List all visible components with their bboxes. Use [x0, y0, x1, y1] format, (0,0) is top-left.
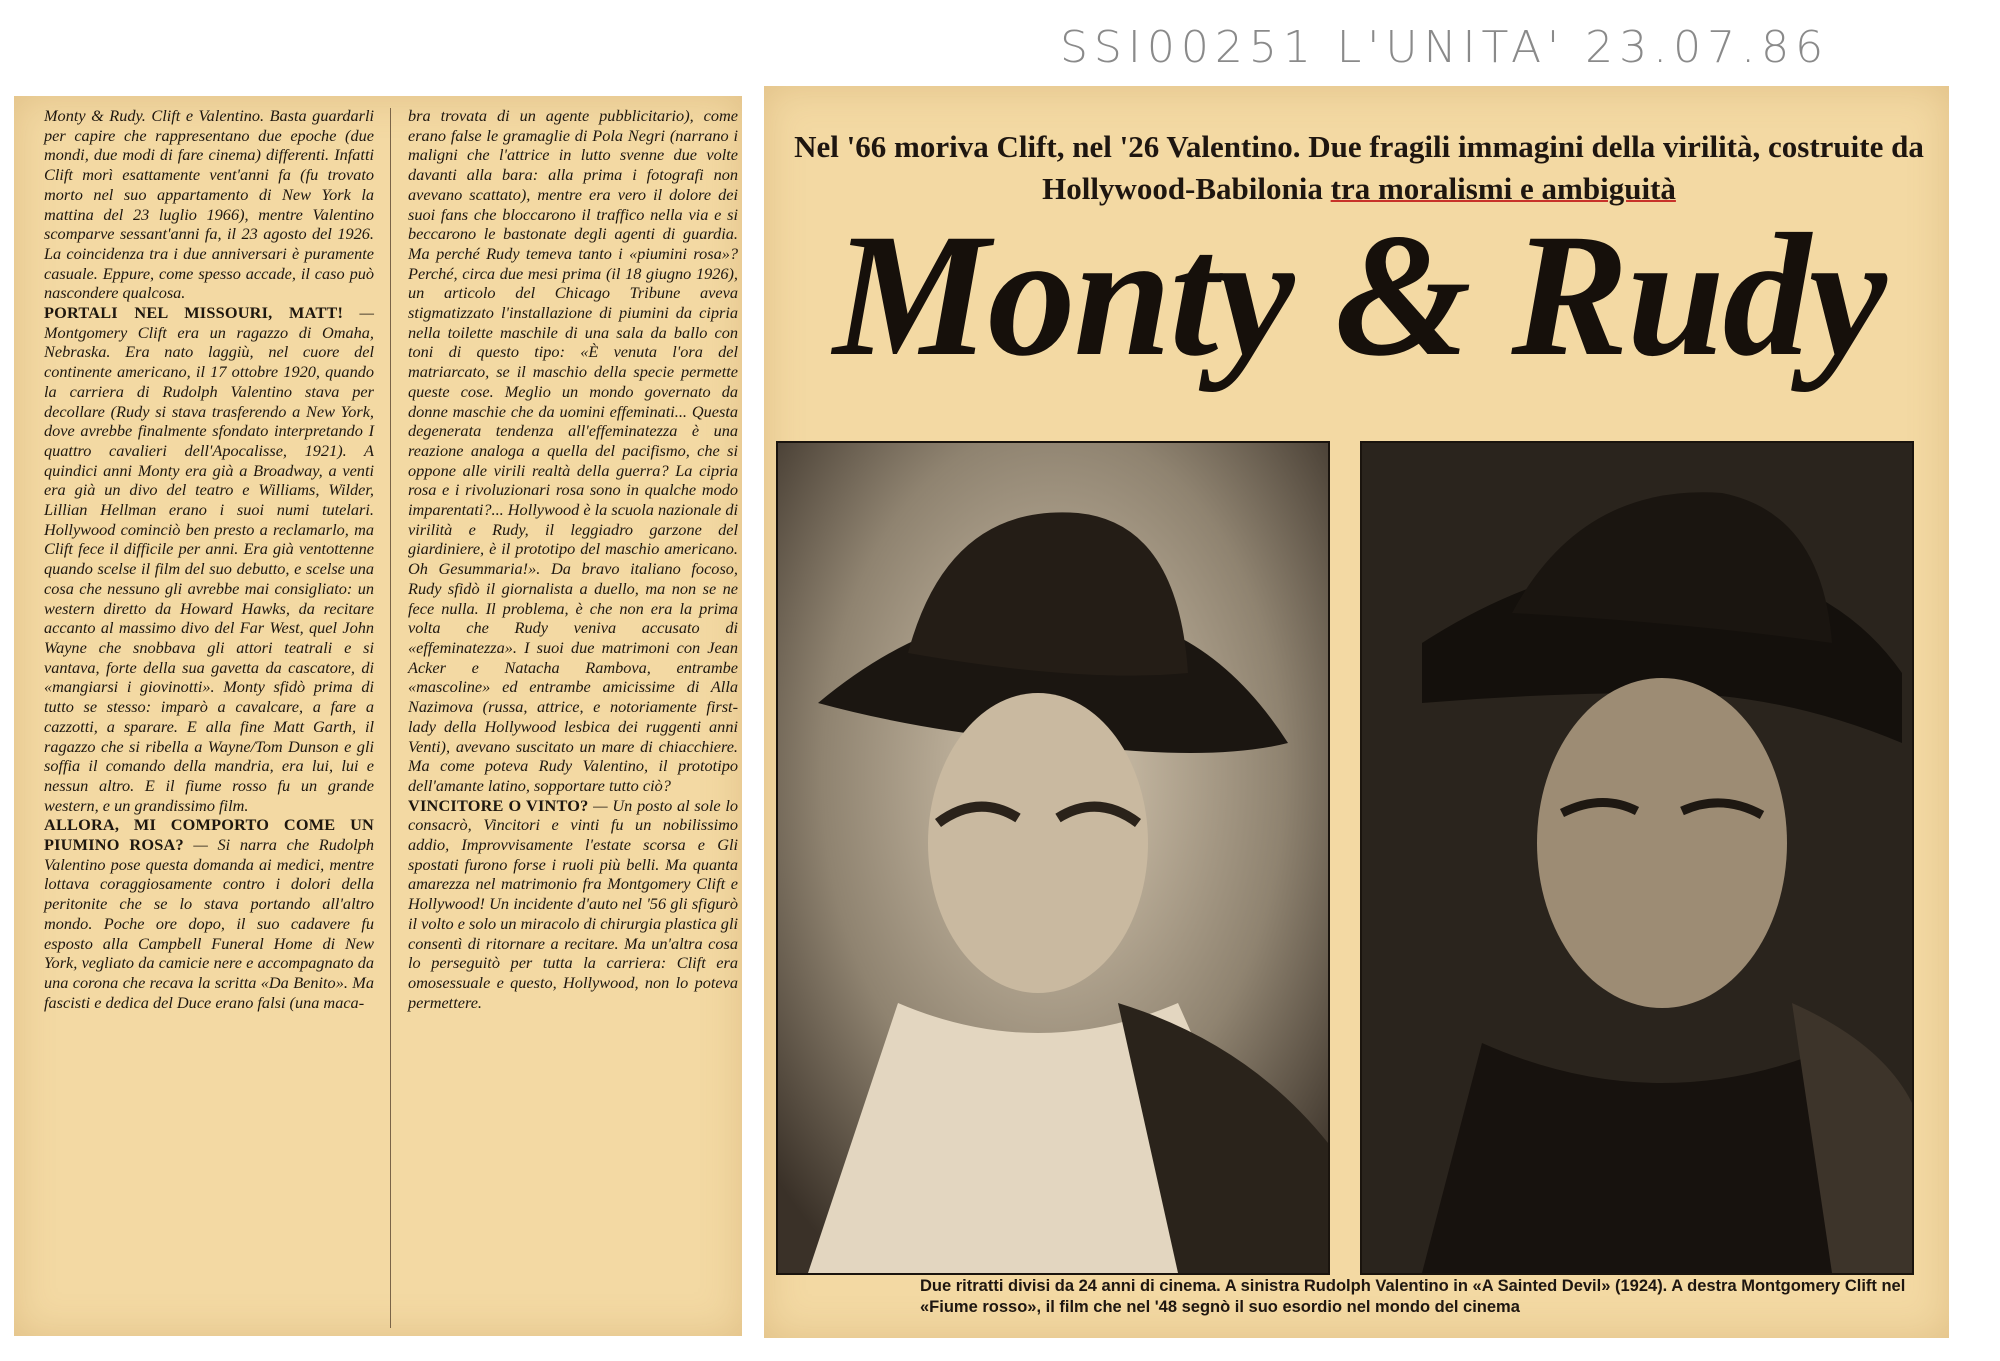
- headline-photo-clipping: [764, 86, 1949, 1338]
- paragraph-intro: Monty & Rudy. Clift e Valentino. Basta guardarli per capire che rappresentano due epoche (due mondi, due modi di fare cinema) differenti. Infatti Clift morì esattamente vent'anni fa (fu trovato morto nel suo appartamento di New York la mattina del 23 luglio 1966), mentre Valentino scomparve sessant'anni fa, il 23 agosto del 1926. La coincidenza tra i due anniversari è puramente casuale. Eppure, come spesso accade, il caso può nascondere qualcosa.: [44, 106, 374, 303]
- subheading-piumino: ALLORA, MI COMPORTO COME UN PIUMINO ROSA?: [44, 815, 374, 855]
- text-column-2: [408, 106, 738, 1012]
- subheading-portali: PORTALI NEL MISSOURI, MATT!: [44, 303, 344, 323]
- column-divider: [390, 108, 391, 1328]
- archive-annotation: SSI00251 L'UNITA' 23.07.86: [1060, 22, 1830, 73]
- portrait-hat-icon: [778, 443, 1328, 1273]
- paragraph-valentino: [44, 815, 374, 1012]
- photo-clift: [1360, 441, 1914, 1275]
- article-text-clipping: [14, 96, 742, 1336]
- paragraph-clift: [44, 303, 374, 815]
- portrait-cowboy-icon: [1362, 443, 1912, 1273]
- paragraph-vincitore-text: — Un posto al sole lo consacrò, Vincitori e vinti fu un nobilissimo addio, Improvvisamente l'estate scorsa e Gli spostati furono forse i ruoli più belli. Ma quanta amarezza nel matrimonio fra Montgomery Clift e Hollywood! Un incidente d'auto nel '56 gli sfigurò il volto e solo un miracolo di chirurgia plastica gli consentì di ritornare a recitare. Ma un'altra cosa lo perseguitò per tutta la carriera: Clift era omosessuale e questo, Hollywood, non lo poteva permettere.: [408, 795, 738, 1012]
- subheading-vincitore: VINCITORE O VINTO?: [408, 795, 589, 815]
- paragraph-piumini: bra trovata di un agente pubblicitario), come erano false le gramaglie di Pola Negri (narrano i maligni che l'attrice in lutto svenne due volte davanti alla bara: alla prima i fotografi non avevano scattato), mentre era vero il dolore dei suoi fans che bloccarono il traffico nella via e si beccarono le bastonate degli agenti di guardia. Ma perché Rudy temeva tanto i «piumini rosa»? Perché, circa due mesi prima (il 18 giugno 1926), un articolo del Chicago Tribune aveva stigmatizzato l'installazione di piumini da cipria nella toilette maschile di una sala da ballo con toni di questo tipo: «È venuta l'ora del matriarcato, se il maschio della specie permette queste cose. Meglio un mondo governato da donne maschie che da uomini effeminati... Questa degenerata tendenza all'effeminatezza è una reazione analoga a quella del pacifismo, che si oppone alle virili realtà della guerra? La cipria rosa e i rivoluzionari rosa sono in qualche modo imparentati?... Hollywood è la scuola nazionale di virilità e Rudy, il leggiadro garzone del giardiniere, è il prototipo del maschio americano. Oh Gesummaria!». Da bravo italiano focoso, Rudy sfidò il giornalista a duello, ma non se ne fece nulla. Il problema, è che non era la prima volta che Rudy veniva accusato di «effeminatezza». I suoi due matrimoni con Jean Acker e Natacha Rambova, entrambe «mascoline» ed entrambe amicissime di Alla Nazimova (russa, attrice, e notoriamente first-lady della Hollywood lesbica dei ruggenti anni Venti), avevano suscitato un mare di chiacchiere. Ma come poteva Rudy Valentino, il prototipo dell'amante latino, sopportare tutto ciò?: [408, 106, 738, 795]
- kicker-underlined-text: tra moralismi e ambiguità: [1330, 171, 1676, 206]
- paragraph-valentino-text: — Si narra che Rudolph Valentino pose questa domanda ai medici, mentre lottava coraggiosamente contro i dolori della peritonite che se lo stava portando all'altro mondo. Poche ore dopo, il suo cadavere fu esposto alla Campbell Funeral Home di New York, vegliato da camicie nere e accompagnato da una corona che recava la scritta «Da Benito». Ma fascisti e dedica del Duce erano falsi (una maca-: [44, 835, 374, 1012]
- photo-valentino: [776, 441, 1330, 1275]
- text-column-1: [44, 106, 374, 1012]
- headline: Monty & Rudy: [833, 198, 1885, 393]
- kicker-text: Nel '66 moriva Clift, nel '26 Valentino. Due fragili immagini della virilità, costruite da Hollywood-Babilonia: [794, 129, 1924, 206]
- paragraph-clift-text: — Montgomery Clift era un ragazzo di Omaha, Nebraska. Era nato laggiù, nel cuore del continente americano, il 17 ottobre 1920, quando la carriera di Rudolph Valentino stava per decollare (Rudy si stava trasferendo a New York, dove avrebbe finalmente sfondato interpretando I quattro cavalieri dell'Apocalisse, 1921). A quindici anni Monty era già a Broadway, a venti era già un divo del teatro e Williams, Wilder, Lillian Hellman erano i suoi numi tutelari. Hollywood cominciò ben presto a reclamarlo, ma Clift fece il difficile per anni. Era già ventottenne quando scelse il film del suo debutto, e scelse una cosa che nessuno gli avrebbe mai consigliato: un western diretto da Howard Hawks, da recitare accanto al massimo divo del Far West, quel John Wayne che snobbava gli attori teatrali e si vantava, forte della sua gavetta da cascatore, di «mangiarsi i giovinotti». Monty sfidò prima di tutto se stesso: imparò a cavalcare, a fare a cazzotti, a sparare. E alla fine Matt Garth, il ragazzo che si ribella a Wayne/Tom Dunson e gli soffia il comando della mandria, era lui, lui e nessun altro. E il fiume rosso fu un grande western, e un grandissimo film.: [44, 303, 374, 815]
- photo-caption: Due ritratti divisi da 24 anni di cinema. A sinistra Rudolph Valentino in «A Sainted Devil» (1924). A destra Montgomery Clift nel «Fiume rosso», il film che nel '48 segnò il suo esordio nel mondo del cinema: [920, 1277, 1906, 1316]
- paragraph-vincitore: [408, 796, 738, 1013]
